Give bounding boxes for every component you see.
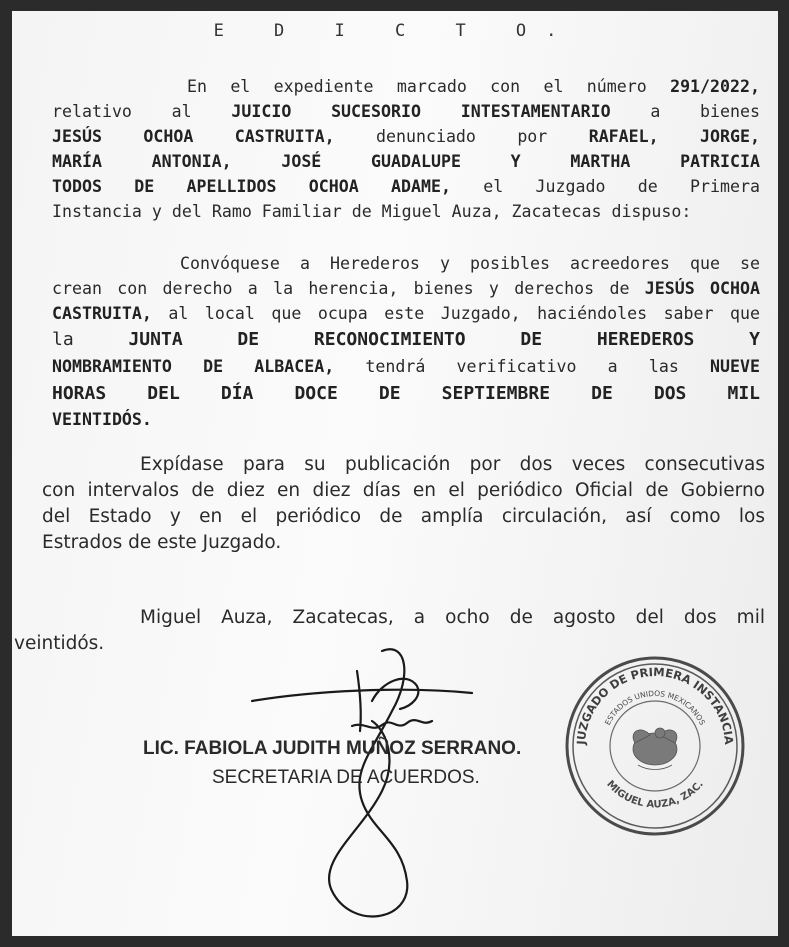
- seal-outer-text: JUZGADO DE PRIMERA INSTANCIA: [573, 664, 737, 746]
- case-number: 291/2022,: [670, 77, 760, 96]
- para2-line3: CASTRUITA, al local que ocupa este Juzgado, haciéndoles saber que: [52, 304, 760, 323]
- trial-type: JUICIO SUCESORIO INTESTAMENTARIO: [231, 102, 611, 121]
- document-title: E D I C T O.: [213, 21, 577, 41]
- para1-line6: Instancia y del Ramo Familiar de Miguel Auza, Zacatecas dispuso:: [52, 202, 692, 221]
- court-seal: [560, 651, 750, 841]
- para1-line1: En el expediente marcado con el número 291/2022,: [187, 77, 760, 96]
- closing-line1: Miguel Auza, Zacatecas, a ocho de agosto del dos mil: [140, 607, 765, 628]
- signer-role: SECRETARIA DE ACUERDOS.: [212, 767, 480, 788]
- para3-line4: Estrados de este Juzgado.: [42, 532, 282, 553]
- signer-name: LIC. FABIOLA JUDITH MUÑOZ SERRANO.: [143, 738, 522, 759]
- para2-line6: HORAS DEL DÍA DOCE DE SEPTIEMBRE DE DOS MIL: [52, 383, 760, 404]
- para2-line4: la JUNTA DE RECONOCIMIENTO DE HEREDEROS Y: [52, 329, 760, 350]
- para3-line2: con intervalos de diez en diez días en el periódico Oficial de Gobierno: [42, 480, 765, 501]
- eagle-emblem-icon: [633, 728, 677, 770]
- para1-line4: MARÍA ANTONIA, JOSÉ GUADALUPE Y MARTHA PATRICIA: [52, 152, 760, 171]
- para2-line5: NOMBRAMIENTO DE ALBACEA, tendrá verificativo a las NUEVE: [52, 357, 760, 376]
- para2-line7: VEINTIDÓS.: [52, 410, 152, 429]
- para2-line2: crean con derecho a la herencia, bienes y derechos de JESÚS OCHOA: [52, 279, 760, 298]
- para3-line1: Expídase para su publicación por dos veces consecutivas: [140, 454, 765, 475]
- closing-line2: veintidós.: [14, 633, 105, 654]
- para1-line2: relativo al JUICIO SUCESORIO INTESTAMENTARIO a bienes: [52, 102, 760, 121]
- para1-line3: JESÚS OCHOA CASTRUITA, denunciado por RAFAEL, JORGE,: [52, 127, 760, 146]
- seal-bottom-text: MIGUEL AUZA, ZAC.: [604, 778, 706, 811]
- seal-inner-text: ESTADOS UNIDOS MEXICANOS: [603, 688, 707, 727]
- para2-line1: Convóquese a Herederos y posibles acreedores que se: [180, 254, 760, 273]
- deceased-name: JESÚS OCHOA CASTRUITA,: [52, 127, 335, 146]
- para1-line5: TODOS DE APELLIDOS OCHOA ADAME, el Juzgado de Primera: [52, 177, 760, 196]
- svg-text:MIGUEL AUZA, ZAC.: [604, 779, 705, 811]
- edict-document: [12, 11, 778, 936]
- svg-text:ESTADOS UNIDOS MEXICANOS: [603, 689, 707, 727]
- para3-line3: del Estado y en el periódico de amplía circulación, así como los: [42, 506, 765, 527]
